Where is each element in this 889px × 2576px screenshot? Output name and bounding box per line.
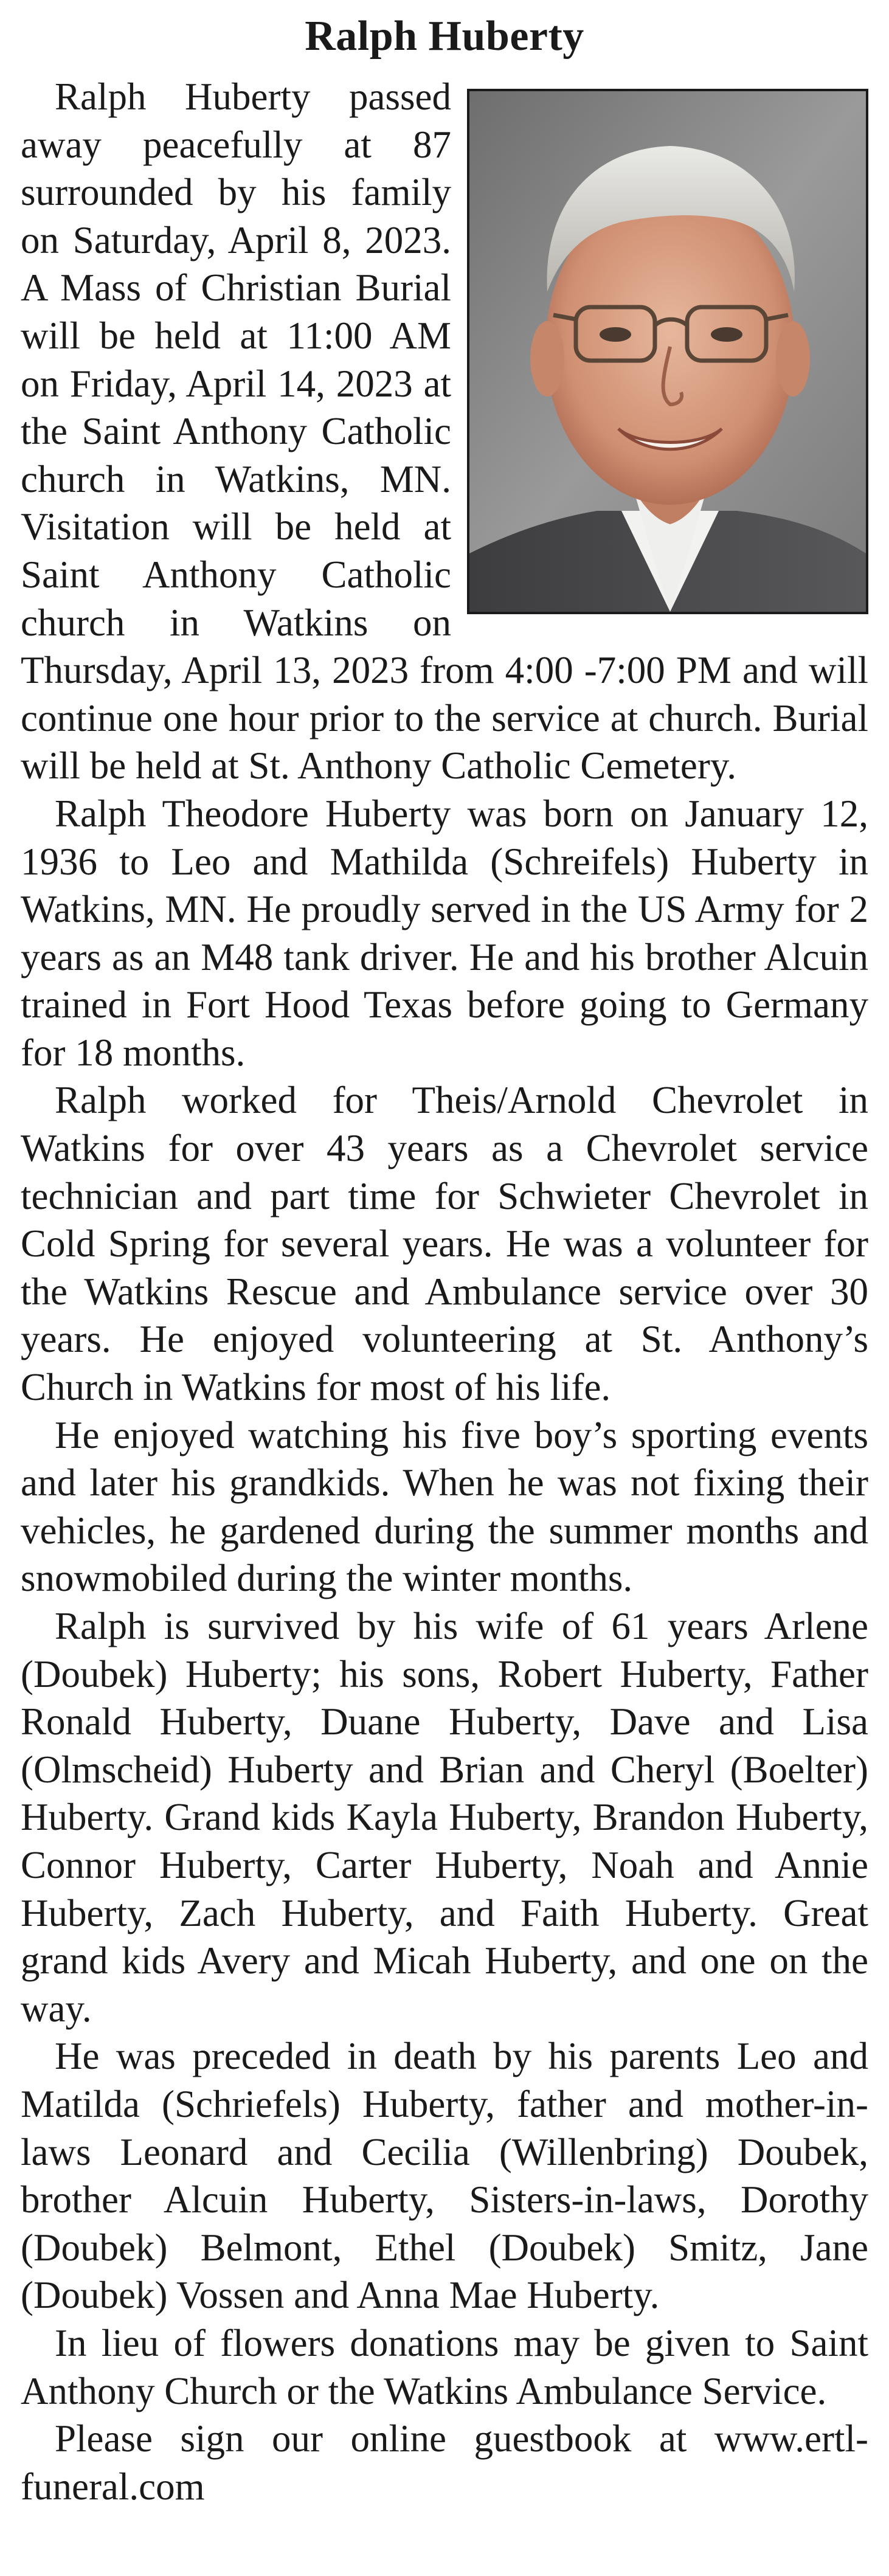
paragraph-survivors: Ralph is survived by his wife of 61 years Arlene (Doubek) Huberty; his sons, Robert Huberty, Father Ronald Huberty, Duane Huberty, Dave and Lisa (Olmscheid) Huberty and Brian and Cheryl (Boelter) Huberty. Grand kids Kayla Huberty, Brandon Huberty, Connor Huberty, Carter Huberty, Noah and Annie Huberty, Zach Huberty, and Faith Huberty. Great grand kids Avery and Micah Huberty, and one on the way.: [21, 1605, 868, 2030]
paragraph-service-details: Ralph Huberty passed away peacefully at 87 surrounded by his family on Saturday, April 8, 2023. A Mass of Christian Burial will be held at 11:00 AM on Friday, April 14, 2023 at the Saint Anthony Catholic church in Watkins, MN. Visitation will be held at Saint Anthony Catholic church in Watkins on Thursday, April 13, 2023 from 4:00 -7:00 PM and will continue one hour prior to the service at church. Burial will be held at St. Anthony Catholic Cemetery.: [21, 75, 868, 788]
paragraph-donations: In lieu of flowers donations may be given to Saint Anthony Church or the Watkins Ambulance Service.: [21, 2321, 868, 2412]
portrait-photo: [467, 89, 868, 614]
paragraph-hobbies: He enjoyed watching his five boy’s sporting events and later his grandkids. When he was not fixing their vehicles, he gardened during the summer months and snowmobiled during the winter months.: [21, 1413, 868, 1600]
portrait-illustration: [469, 91, 866, 612]
paragraph-guestbook: Please sign our online guestbook at www.ertl-funeral.com: [21, 2417, 868, 2508]
paragraph-preceded-in-death: He was preceded in death by his parents Leo and Matilda (Schriefels) Huberty, father and mother-in-laws Leonard and Cecilia (Willenbring) Doubek, brother Alcuin Huberty, Sisters-in-laws, Dorothy (Doubek) Belmont, Ethel (Doubek) Smitz, Jane (Doubek) Vossen and Anna Mae Huberty.: [21, 2035, 868, 2317]
paragraph-career: Ralph worked for Theis/Arnold Chevrolet in Watkins for over 43 years as a Chevrolet service technician and part time for Schwieter Chevrolet in Cold Spring for several years. He was a volunteer for the Watkins Rescue and Ambulance service over 30 years. He enjoyed volunteering at St. Anthony’s Church in Watkins for most of his life.: [21, 1079, 868, 1409]
obituary-title: Ralph Huberty: [305, 13, 584, 60]
obituary-body: [21, 73, 868, 2510]
paragraph-early-life: Ralph Theodore Huberty was born on January 12, 1936 to Leo and Mathilda (Schreifels) Huberty in Watkins, MN. He proudly served in the US Army for 2 years as an M48 tank driver. He and his brother Alcuin trained in Fort Hood Texas before going to Germany for 18 months.: [21, 792, 868, 1074]
